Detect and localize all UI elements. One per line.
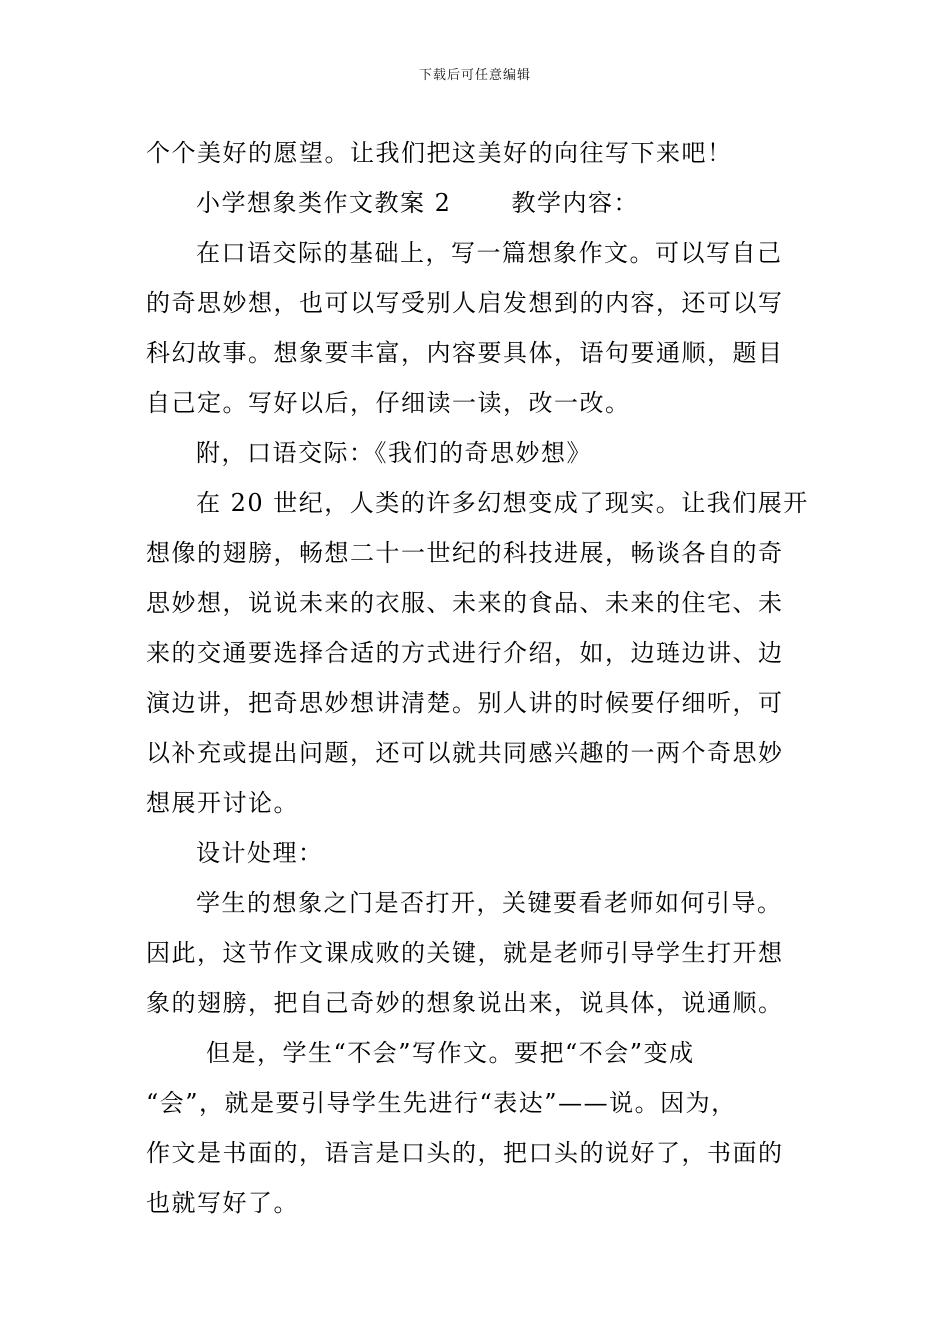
text-line-19: 但是，学生“不会”写作文。要把“不会”变成 bbox=[206, 1039, 695, 1067]
text-line-16: 学生的想象之门是否打开，关键要看老师如何引导。 bbox=[196, 889, 783, 917]
document-body bbox=[146, 128, 810, 1228]
text-line-9: 想像的翅膀，畅想二十一世纪的科技进展，畅谈各自的奇 bbox=[146, 539, 784, 567]
text-line-5: 科幻故事。想象要丰富，内容要具体，语句要通顺，题目 bbox=[146, 339, 784, 367]
text-line-7: 附，口语交际：《我们的奇思妙想》 bbox=[196, 439, 592, 467]
text-line-13: 以补充或提出问题，还可以就共同感兴趣的一两个奇思妙 bbox=[146, 739, 784, 767]
text-line-1: 个个美好的愿望。让我们把这美好的向往写下来吧！ bbox=[146, 139, 733, 167]
text-line-22: 也就写好了。 bbox=[146, 1189, 299, 1217]
text-line-3: 在口语交际的基础上，写一篇想象作文。可以写自己 bbox=[196, 239, 783, 267]
text-line-20: “会”，就是要引导学生先进行“表达”——说。因为， bbox=[146, 1089, 737, 1117]
text-line-6: 自己定。写好以后，仔细读一读，改一改。 bbox=[146, 389, 631, 417]
text-line-15: 设计处理： bbox=[196, 839, 324, 867]
text-line-21: 作文是书面的，语言是口头的，把口头的说好了，书面的 bbox=[146, 1139, 784, 1167]
text-line-10: 思妙想，说说未来的衣服、未来的食品、未来的住宅、未 bbox=[146, 589, 784, 617]
text-line-4: 的奇思妙想，也可以写受别人启发想到的内容，还可以写 bbox=[146, 289, 784, 317]
page-header: 下载后可任意编辑 bbox=[418, 68, 531, 83]
text-line-18: 象的翅膀，把自己奇妙的想象说出来，说具体，说通顺。 bbox=[146, 989, 784, 1017]
text-line-8: 在 20 世纪，人类的许多幻想变成了现实。让我们展开 bbox=[196, 489, 809, 517]
text-line-14: 想展开讨论。 bbox=[146, 789, 299, 817]
text-line-12: 演边讲，把奇思妙想讲清楚。别人讲的时候要仔细听，可 bbox=[146, 689, 784, 717]
text-line-17: 因此，这节作文课成败的关键，就是老师引导学生打开想 bbox=[146, 939, 784, 967]
section-heading: 小学想象类作文教案 2 教学内容： bbox=[196, 189, 640, 217]
text-line-11: 来的交通要选择合适的方式进行介绍，如，边琏边讲、边 bbox=[146, 639, 784, 667]
